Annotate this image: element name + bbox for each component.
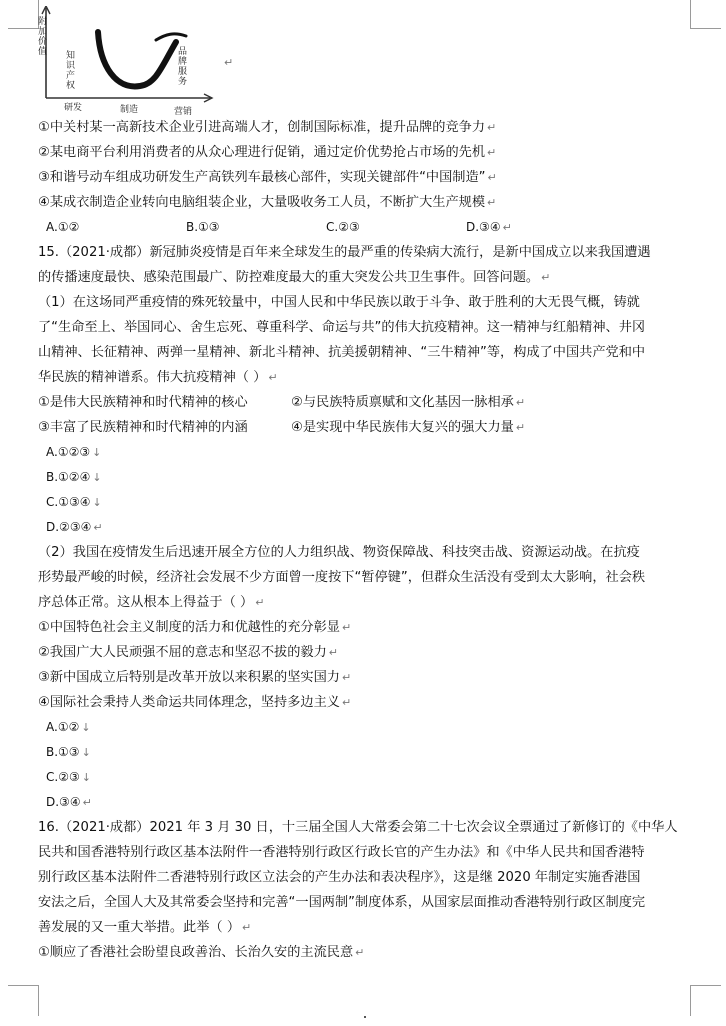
choice-b: B.①③ bbox=[186, 220, 220, 234]
q15-part2-option: ②我国广大人民顽强不屈的意志和坚忍不拔的毅力 ↵ bbox=[38, 645, 338, 660]
document-body bbox=[38, 115, 688, 965]
y-axis-label: 附加价值 bbox=[36, 16, 46, 56]
x-label-rd: 研发 bbox=[64, 103, 83, 113]
curve-stroke bbox=[156, 34, 186, 40]
page-corner-mark bbox=[8, 985, 39, 1016]
x-label-marketing: 营销 bbox=[174, 107, 193, 117]
q15-opt2: ②与民族特质禀赋和文化基因一脉相承 bbox=[291, 395, 514, 410]
q15-opt1: ①是伟大民族精神和时代精神的核心 bbox=[38, 395, 248, 410]
page-dot bbox=[364, 1016, 366, 1018]
q15-part1-choice: C.①③④ ↓ bbox=[46, 495, 102, 509]
q15-part2-option: ③新中国成立后特别是改革开放以来积累的坚实国力 ↵ bbox=[38, 670, 352, 685]
q15-part2-choice: B.①③ ↓ bbox=[46, 745, 91, 759]
paragraph-mark: ↵ bbox=[224, 56, 234, 69]
q15-part1-choice: A.①②③ ↓ bbox=[46, 445, 102, 459]
q15-part1-options: ①是伟大民族精神和时代精神的核心 ②与民族特质禀赋和文化基因一脉相承 ↵ bbox=[38, 390, 688, 415]
q15-part1-options: ③丰富了民族精神和时代精神的内涵 ④是实现中华民族伟大复兴的强大力量 ↵ bbox=[38, 415, 688, 440]
q16-stem: 民共和国香港特别行政区基本法附件一香港特别行政区行政长官的产生办法》和《中华人民共和国香港特 bbox=[38, 845, 645, 860]
label-intellectual-property: 知识产权 bbox=[64, 50, 74, 90]
q15-opt3: ③丰富了民族精神和时代精神的内涵 bbox=[38, 420, 248, 435]
q15-part2-text: 序总体正常。这从根本上得益于（ ） ↵ bbox=[38, 595, 265, 610]
label-brand-service: 品牌服务 bbox=[176, 46, 186, 86]
page-corner-mark bbox=[690, 0, 721, 29]
q16-stem: 别行政区基本法附件二香港特别行政区立法会的产生办法和表决程序》，这是继 2020 年制定实施香港国 bbox=[38, 870, 641, 885]
smile-curve bbox=[98, 32, 176, 86]
smile-curve-figure bbox=[36, 6, 234, 117]
q16-option: ①顺应了香港社会盼望良政善治、长治久安的主流民意 ↵ bbox=[38, 945, 365, 960]
choice-a: A.①② bbox=[46, 220, 80, 234]
q15-part1-text: 华民族的精神谱系。伟大抗疫精神（ ） ↵ bbox=[38, 370, 278, 385]
q14-choices: A.①② B.①③ C.②③ D.③④ ↵ bbox=[38, 215, 688, 240]
q15-part1-text: 山精神、长征精神、两弹一星精神、新北斗精神、抗美援朝精神、“三牛精神”等，构成了中国共产党和中 bbox=[38, 345, 646, 360]
q15-opt4: ④是实现中华民族伟大复兴的强大力量 bbox=[291, 420, 514, 435]
q15-part2-choice: C.②③ ↓ bbox=[46, 770, 91, 784]
q15-part1-choice: B.①②④ ↓ bbox=[46, 470, 102, 484]
q15-part2-text: 形势最严峻的时候，经济社会发展不少方面曾一度按下“暂停键”，但群众生活没有受到太大影响，社会秩 bbox=[38, 570, 646, 585]
q14-option: ④某成衣制造企业转向电脑组装企业，大量吸收务工人员，不断扩大生产规模 ↵ bbox=[38, 195, 497, 210]
q15-stem: 15.（2021·成都）新冠肺炎疫情是百年来全球发生的最严重的传染病大流行，是新中国成立以来我国遭遇 bbox=[38, 245, 651, 260]
q15-stem: 的传播速度最快、感染范围最广、防控难度最大的重大突发公共卫生事件。回答问题。 ↵ bbox=[38, 270, 551, 285]
q16-stem: 16.（2021·成都）2021 年 3 月 30 日，十三届全国人大常委会第二十七次会议全票通过了新修订的《中华人 bbox=[38, 820, 678, 835]
x-label-manufacture: 制造 bbox=[120, 105, 139, 115]
q15-part2-option: ④国际社会秉持人类命运共同体理念，坚持多边主义 ↵ bbox=[38, 695, 352, 710]
q15-part2-choice: D.③④ ↵ bbox=[46, 795, 92, 809]
q16-stem: 善发展的又一重大举措。此举（ ） ↵ bbox=[38, 920, 252, 935]
q15-part2-text: （2）我国在疫情发生后迅速开展全方位的人力组织战、物资保障战、科技突击战、资源运动战。在抗疫 bbox=[38, 545, 640, 560]
q15-part1-text: （1）在这场同严重疫情的殊死较量中，中国人民和中华民族以敢于斗争、敢于胜利的大无畏气概，铸就 bbox=[38, 295, 640, 310]
page-corner-mark bbox=[8, 0, 39, 29]
q16-stem: 安法之后，全国人大及其常委会坚持和完善“一国两制”制度体系，从国家层面推动香港特别行政区制度完 bbox=[38, 895, 646, 910]
q15-part2-option: ①中国特色社会主义制度的活力和优越性的充分彰显 ↵ bbox=[38, 620, 352, 635]
choice-d: D.③④ bbox=[466, 220, 501, 234]
q14-option: ③和谐号动车组成功研发生产高铁列车最核心部件，实现关键部件“中国制造” ↵ bbox=[38, 170, 497, 185]
q15-part1-text: 了“生命至上、举国同心、舍生忘死、尊重科学、命运与共”的伟大抗疫精神。这一精神与红船精神、井冈 bbox=[38, 320, 646, 335]
choice-c: C.②③ bbox=[326, 220, 360, 234]
q14-option: ②某电商平台利用消费者的从众心理进行促销，通过定价优势抢占市场的先机 ↵ bbox=[38, 145, 497, 160]
q15-part2-choice: A.①② ↓ bbox=[46, 720, 91, 734]
page-corner-mark bbox=[690, 985, 721, 1016]
q15-part1-choice: D.②③④ ↵ bbox=[46, 520, 103, 534]
q14-option: ①中关村某一高新技术企业引进高端人才，创制国际标准，提升品牌的竞争力 ↵ bbox=[38, 120, 497, 135]
